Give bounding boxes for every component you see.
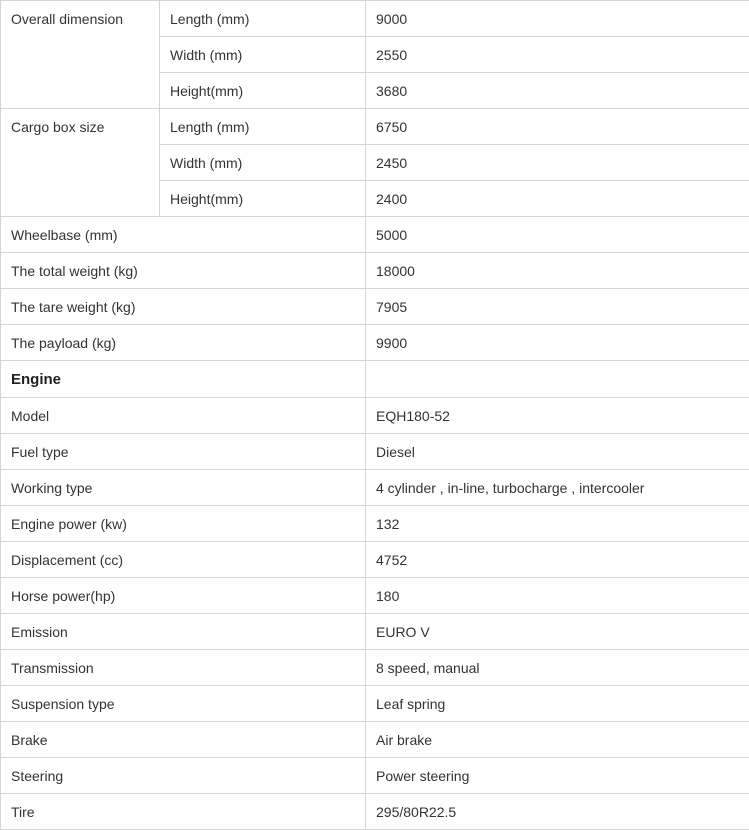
engine-power-label: Engine power (kw) <box>1 506 366 542</box>
table-row <box>1 325 749 361</box>
payload-label: The payload (kg) <box>1 325 366 361</box>
table-row <box>1 686 749 722</box>
overall-length-value: 9000 <box>366 1 749 37</box>
steering-value: Power steering <box>366 758 749 794</box>
brake-value: Air brake <box>366 722 749 758</box>
engine-heading-empty <box>366 361 749 398</box>
transmission-label: Transmission <box>1 650 366 686</box>
cargo-width-value: 2450 <box>366 145 749 181</box>
table-row <box>1 794 749 830</box>
horse-power-label: Horse power(hp) <box>1 578 366 614</box>
working-type-label: Working type <box>1 470 366 506</box>
tare-weight-label: The tare weight (kg) <box>1 289 366 325</box>
payload-value: 9900 <box>366 325 749 361</box>
horse-power-value: 180 <box>366 578 749 614</box>
overall-width-label: Width (mm) <box>160 37 366 73</box>
suspension-type-label: Suspension type <box>1 686 366 722</box>
cargo-width-label: Width (mm) <box>160 145 366 181</box>
engine-power-value: 132 <box>366 506 749 542</box>
model-label: Model <box>1 398 366 434</box>
table-row <box>1 434 749 470</box>
table-row <box>1 217 749 253</box>
cargo-box-label: Cargo box size <box>1 109 160 217</box>
tire-label: Tire <box>1 794 366 830</box>
table-row <box>1 1 749 37</box>
cargo-height-label: Height(mm) <box>160 181 366 217</box>
engine-heading-row <box>1 361 749 398</box>
table-row <box>1 506 749 542</box>
overall-length-label: Length (mm) <box>160 1 366 37</box>
displacement-label: Displacement (cc) <box>1 542 366 578</box>
wheelbase-label: Wheelbase (mm) <box>1 217 366 253</box>
overall-dimension-label: Overall dimension <box>1 1 160 109</box>
steering-label: Steering <box>1 758 366 794</box>
brake-label: Brake <box>1 722 366 758</box>
working-type-value: 4 cylinder , in-line, turbocharge , intercooler <box>366 470 749 506</box>
tare-weight-value: 7905 <box>366 289 749 325</box>
overall-height-label: Height(mm) <box>160 73 366 109</box>
table-row <box>1 614 749 650</box>
cargo-length-value: 6750 <box>366 109 749 145</box>
cargo-height-value: 2400 <box>366 181 749 217</box>
total-weight-value: 18000 <box>366 253 749 289</box>
model-value: EQH180-52 <box>366 398 749 434</box>
table-row <box>1 109 749 145</box>
overall-width-value: 2550 <box>366 37 749 73</box>
table-row <box>1 253 749 289</box>
fuel-type-value: Diesel <box>366 434 749 470</box>
emission-value: EURO V <box>366 614 749 650</box>
table-row <box>1 650 749 686</box>
table-row <box>1 578 749 614</box>
transmission-value: 8 speed, manual <box>366 650 749 686</box>
table-row <box>1 398 749 434</box>
total-weight-label: The total weight (kg) <box>1 253 366 289</box>
table-row <box>1 722 749 758</box>
tire-value: 295/80R22.5 <box>366 794 749 830</box>
table-row <box>1 542 749 578</box>
engine-heading: Engine <box>1 361 366 398</box>
cargo-length-label: Length (mm) <box>160 109 366 145</box>
displacement-value: 4752 <box>366 542 749 578</box>
table-row <box>1 470 749 506</box>
wheelbase-value: 5000 <box>366 217 749 253</box>
table-row <box>1 758 749 794</box>
emission-label: Emission <box>1 614 366 650</box>
overall-height-value: 3680 <box>366 73 749 109</box>
fuel-type-label: Fuel type <box>1 434 366 470</box>
suspension-type-value: Leaf spring <box>366 686 749 722</box>
table-row <box>1 289 749 325</box>
